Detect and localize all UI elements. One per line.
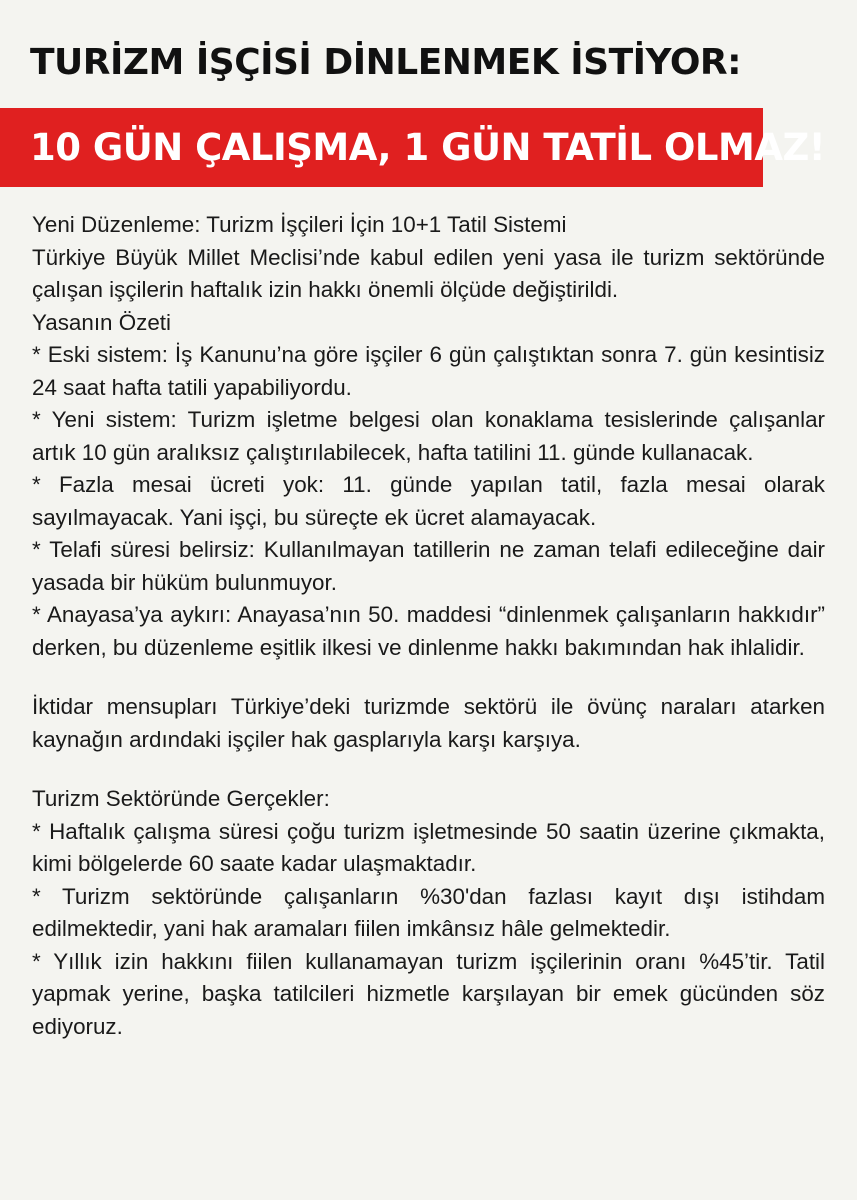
intro-heading: Yeni Düzenleme: Turizm İşçileri İçin 10+1 Tatil Sistemi [32, 212, 567, 237]
facts-item-hours: * Haftalık çalışma süresi çoğu turizm işletmesinde 50 saatin üzerine çıkmakta, kimi bölgelerde 60 saate kadar ulaşmaktadır. [32, 818, 825, 876]
headline: TURİZM İŞÇİSİ DİNLENMEK İSTİYOR: [30, 42, 742, 83]
summary-item-overtime: * Fazla mesai ücreti yok: 11. günde yapılan tatil, fazla mesai olarak sayılmayacak. Yani işçi, bu süreçte ek ücret alamayacak. [32, 472, 825, 530]
summary-item-constitution: * Anayasa’ya aykırı: Anayasa’nın 50. maddesi “dinlenmek çalışanların hakkıdır” derken, bu düzenleme eşitlik ilkesi ve dinlenme hakkı bakımından hak ihlalidir. [32, 602, 825, 660]
intro-paragraph: Türkiye Büyük Millet Meclisi’nde kabul edilen yeni yasa ile turizm sektöründe çalışan işçilerin haftalık izin hakkı önemli ölçüde değiştirildi. [32, 244, 825, 302]
red-banner [0, 108, 826, 187]
facts-item-informal: * Turizm sektöründe çalışanların %30'dan fazlası kayıt dışı istihdam edilmektedir, yani hak aramaları fiilen imkânsız hâle gelmektedir. [32, 883, 825, 941]
article-body [32, 209, 825, 1043]
banner-title: 10 GÜN ÇALIŞMA, 1 GÜN TATİL OLMAZ! [30, 126, 826, 169]
facts-item-annual-leave: * Yıllık izin hakkını fiilen kullanamayan turizm işçilerinin oranı %45’tir. Tatil yapmak yerine, başka tatilcileri hizmetle karşılayan bir emek gücünden söz ediyoruz. [32, 948, 825, 1039]
summary-item-new-system: * Yeni sistem: Turizm işletme belgesi olan konaklama tesislerinde çalışanlar artık 10 gün aralıksız çalıştırılabilecek, hafta tatilini 11. günde kullanacak. [32, 407, 825, 465]
summary-item-old-system: * Eski sistem: İş Kanunu’na göre işçiler 6 gün çalıştıktan sonra 7. gün kesintisiz 24 saat hafta tatili yapabiliyordu. [32, 342, 825, 400]
middle-paragraph: İktidar mensupları Türkiye’deki turizmde sektörü ile övünç naraları atarken kaynağın ardındaki işçiler hak gasplarıyla karşı karşıya. [32, 694, 825, 752]
summary-item-compensation: * Telafi süresi belirsiz: Kullanılmayan tatillerin ne zaman telafi edileceğine dair yasada bir hüküm bulunmuyor. [32, 537, 825, 595]
summary-heading: Yasanın Özeti [32, 309, 171, 335]
facts-heading: Turizm Sektöründe Gerçekler: [32, 786, 330, 811]
